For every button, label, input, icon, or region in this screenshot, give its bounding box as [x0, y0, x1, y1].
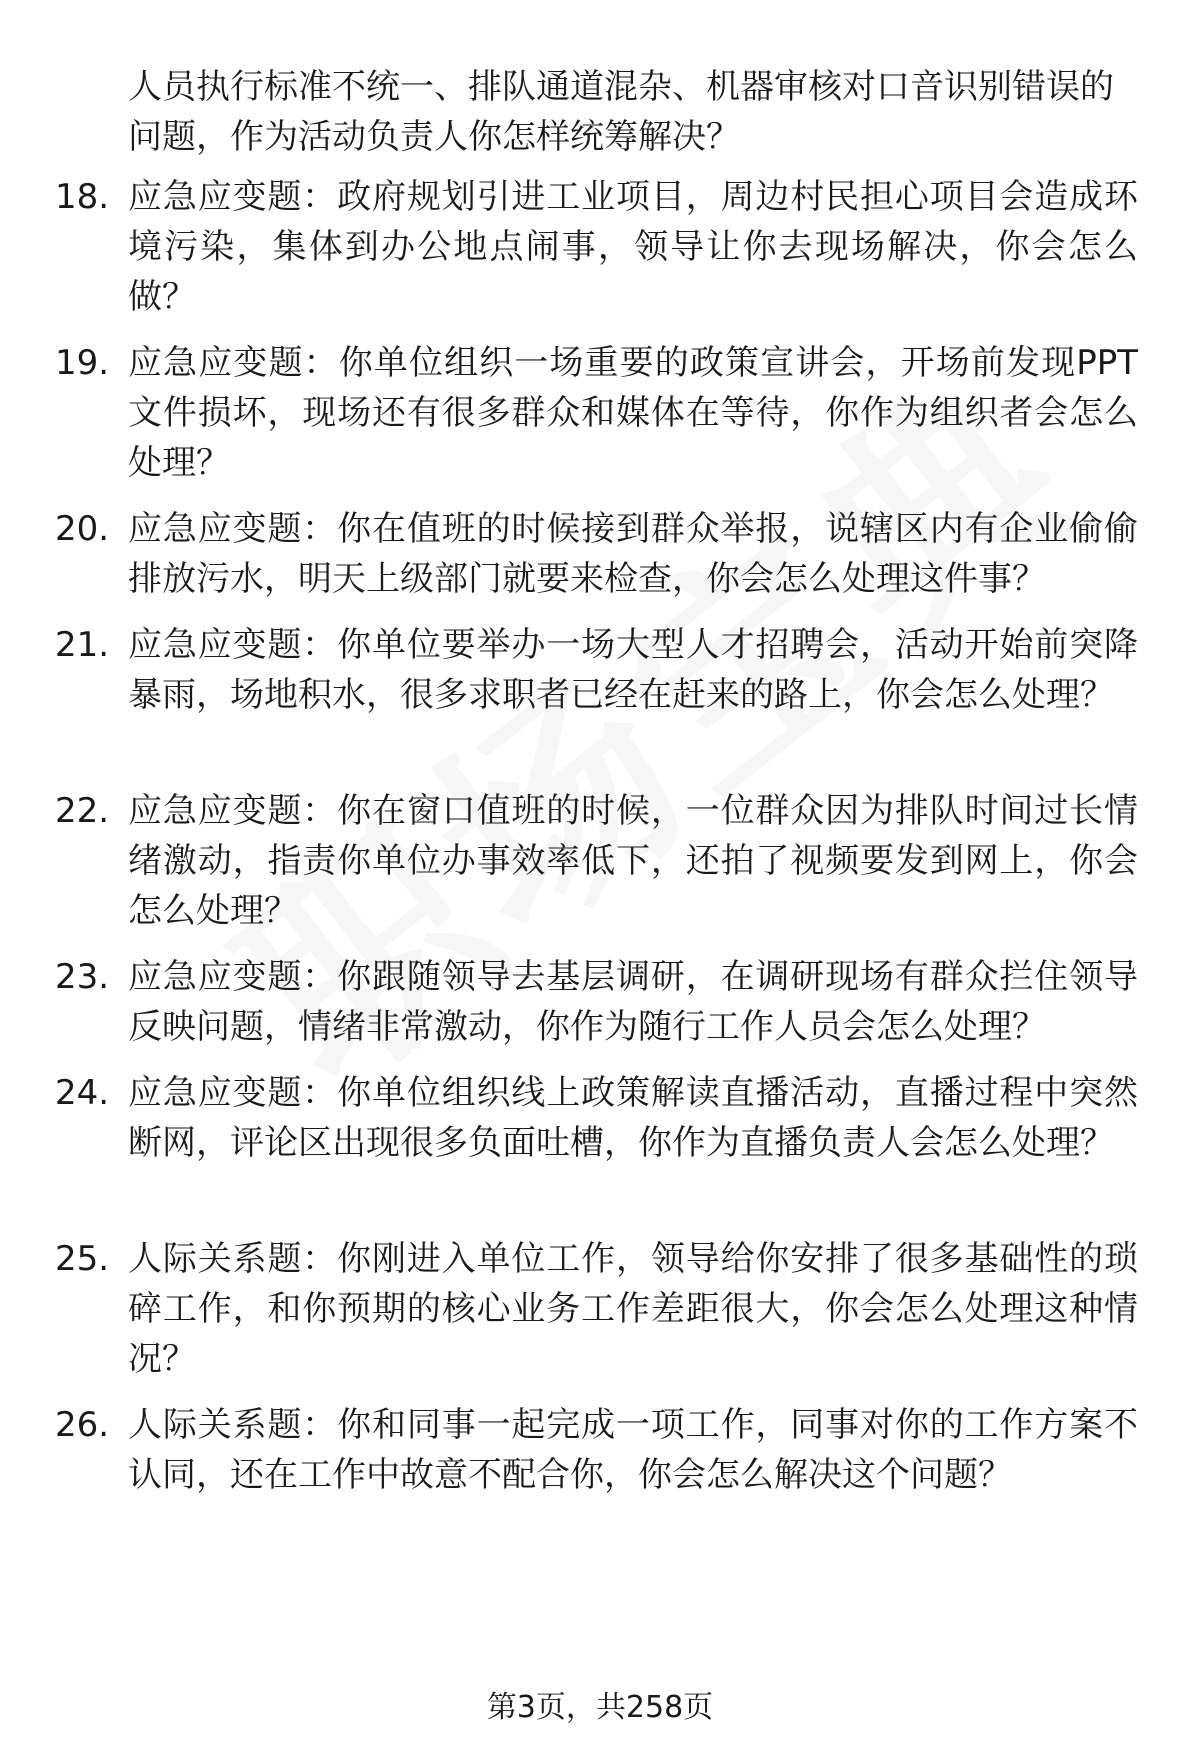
question-number: 20.	[55, 509, 110, 549]
question-number: 24.	[55, 1073, 110, 1113]
question-number: 26.	[55, 1405, 110, 1445]
question-text: 应急应变题：你单位组织一场重要的政策宣讲会，开场前发现PPT文件损坏，现场还有很多群众和媒体在等待，你作为组织者会怎么处理？	[128, 343, 1138, 483]
question-number: 19.	[55, 343, 110, 383]
question-number: 18.	[55, 177, 110, 217]
continuation-paragraph: 人员执行标准不统一、排队通道混杂、机器审核对口音识别错误的问题，作为活动负责人你怎样统筹解决？	[128, 67, 1114, 157]
page-footer: 第3页，共258页	[486, 1690, 714, 1725]
question-number: 21.	[55, 625, 110, 665]
question-text: 应急应变题：你单位组织线上政策解读直播活动，直播过程中突然断网，评论区出现很多负面吐槽，你作为直播负责人会怎么处理？	[128, 1073, 1138, 1163]
question-text: 应急应变题：你在窗口值班的时候，一位群众因为排队时间过长情绪激动，指责你单位办事效率低下，还拍了视频要发到网上，你会怎么处理？	[128, 791, 1138, 931]
question-text: 人际关系题：你和同事一起完成一项工作，同事对你的工作方案不认同，还在工作中故意不配合你，你会怎么解决这个问题？	[128, 1405, 1138, 1495]
question-text: 应急应变题：你单位要举办一场大型人才招聘会，活动开始前突降暴雨，场地积水，很多求职者已经在赶来的路上，你会怎么处理？	[128, 625, 1138, 715]
question-number: 22.	[55, 791, 110, 831]
question-text: 应急应变题：你跟随领导去基层调研，在调研现场有群众拦住领导反映问题，情绪非常激动，你作为随行工作人员会怎么处理？	[128, 957, 1138, 1047]
question-text: 人际关系题：你刚进入单位工作，领导给你安排了很多基础性的琐碎工作，和你预期的核心业务工作差距很大，你会怎么处理这种情况？	[128, 1239, 1138, 1379]
question-text: 应急应变题：你在值班的时候接到群众举报，说辖区内有企业偷偷排放污水，明天上级部门就要来检查，你会怎么处理这件事？	[128, 509, 1138, 599]
question-number: 25.	[55, 1239, 110, 1279]
question-number: 23.	[55, 957, 110, 997]
question-text: 应急应变题：政府规划引进工业项目，周边村民担心项目会造成环境污染，集体到办公地点闹事，领导让你去现场解决，你会怎么做？	[128, 177, 1138, 317]
